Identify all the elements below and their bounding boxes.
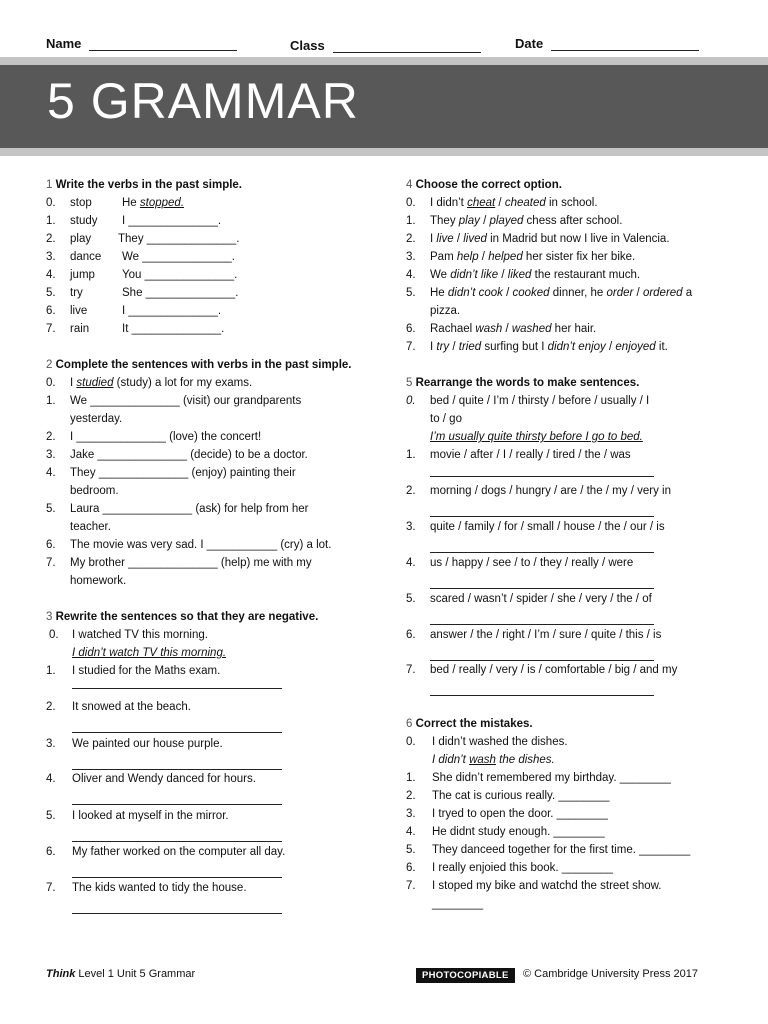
answer-line[interactable] bbox=[72, 865, 282, 878]
option-word[interactable]: helped bbox=[488, 251, 523, 263]
exercise-6-item[interactable]: 2. The cat is curious really. ________ bbox=[406, 790, 610, 802]
name-field[interactable] bbox=[46, 36, 237, 51]
name-line[interactable] bbox=[89, 38, 237, 51]
exercise-1 bbox=[46, 176, 366, 338]
answer-line[interactable] bbox=[72, 720, 282, 733]
name-label: Name bbox=[46, 36, 82, 51]
exercise-2-item[interactable]: 4. They ______________ (enjoy) painting their bedroom. bbox=[46, 467, 296, 497]
right-column bbox=[406, 176, 726, 913]
exercise-3-title: 3 Rewrite the sentences so that they are negative. bbox=[46, 611, 319, 623]
exercise-5-item[interactable]: 6. answer / the / right / I’m / sure / quite / this / is bbox=[406, 626, 726, 661]
left-column bbox=[46, 176, 366, 915]
answer-line[interactable] bbox=[430, 612, 654, 625]
exercise-3-item[interactable]: 5. I looked at myself in the mirror. bbox=[46, 807, 366, 843]
option-word[interactable]: played bbox=[489, 215, 524, 227]
exercise-6-item[interactable]: 7. I stoped my bike and watchd the street show. ________ bbox=[406, 877, 726, 913]
exercise-3-item[interactable]: 1. I studied for the Maths exam. bbox=[46, 662, 366, 698]
exercise-5-title: 5 Rearrange the words to make sentences. bbox=[406, 377, 640, 389]
exercise-3-item[interactable]: 4. Oliver and Wendy danced for hours. bbox=[46, 770, 366, 807]
answer-line[interactable] bbox=[72, 829, 282, 842]
answer-line[interactable] bbox=[430, 576, 654, 589]
copyright-notice: © Cambridge University Press 2017 bbox=[523, 968, 699, 980]
date-line[interactable] bbox=[551, 38, 699, 51]
option-word[interactable]: live bbox=[436, 233, 454, 245]
answer-blank[interactable]: ________ bbox=[432, 898, 484, 910]
exercise-4-items bbox=[406, 194, 726, 356]
class-line[interactable] bbox=[333, 40, 481, 53]
exercise-4-item: 0. I didn’t cheat / cheated in school. bbox=[406, 197, 598, 209]
option-word[interactable]: washed bbox=[511, 323, 552, 335]
exercise-3-item[interactable]: 3. We painted our house purple. bbox=[46, 735, 366, 770]
exercise-2-item[interactable]: 6. The movie was very sad. I ___________ (cry) a lot. bbox=[46, 539, 332, 551]
exercise-1-item[interactable]: 7. rain It ______________. bbox=[46, 323, 225, 335]
exercise-4 bbox=[406, 176, 726, 356]
answer-line[interactable] bbox=[430, 464, 654, 477]
exercise-4-item[interactable]: 4. We didn’t like / liked the restaurant much. bbox=[406, 269, 641, 281]
exercise-5-item[interactable]: 3. quite / family / for / small / house / the / our / is bbox=[406, 518, 726, 554]
answer-line[interactable] bbox=[430, 648, 654, 661]
exercise-2-item: 0. I studied (study) a lot for my exams. bbox=[46, 377, 253, 389]
option-word[interactable]: didn’t enjoy bbox=[547, 341, 606, 353]
exercise-6 bbox=[406, 715, 726, 913]
exercise-5-item[interactable]: 5. scared / wasn’t / spider / she / very / the / of bbox=[406, 590, 726, 626]
example-answer: I didn’t wash the dishes. bbox=[432, 754, 555, 766]
exercise-1-item[interactable]: 6. live I ______________. bbox=[46, 305, 222, 317]
page-title: 5 GRAMMAR bbox=[47, 73, 359, 129]
exercise-5-item[interactable]: 7. bed / really / very / is / comfortable / big / and my bbox=[406, 661, 726, 697]
option-word[interactable]: tried bbox=[458, 341, 482, 353]
footer-book-info: Think Level 1 Unit 5 Grammar bbox=[46, 968, 196, 980]
exercise-2-title: 2 Complete the sentences with verbs in the past simple. bbox=[46, 359, 352, 371]
option-word[interactable]: cheat bbox=[467, 197, 496, 209]
exercise-4-item[interactable]: 5. He didn’t cook / cooked dinner, he order / ordered a pizza. bbox=[406, 287, 693, 317]
answer-line[interactable] bbox=[430, 683, 654, 696]
option-word[interactable]: order bbox=[606, 287, 634, 299]
exercise-2-item[interactable]: 3. Jake ______________ (decide) to be a doctor. bbox=[46, 449, 308, 461]
example-answer: I’m usually quite thirsty before I go to bed. bbox=[430, 431, 643, 443]
answer-line[interactable] bbox=[430, 540, 654, 553]
photocopiable-badge: PHOTOCOPIABLE bbox=[416, 968, 515, 983]
exercise-1-item[interactable]: 3. dance We ______________. bbox=[46, 251, 235, 263]
option-word[interactable]: wash bbox=[475, 323, 503, 335]
exercise-5-item[interactable]: 2. morning / dogs / hungry / are / the / my / very in bbox=[406, 482, 726, 518]
date-label: Date bbox=[515, 36, 544, 51]
exercise-3-item[interactable]: 6. My father worked on the computer all day. bbox=[46, 843, 366, 879]
exercise-4-title: 4 Choose the correct option. bbox=[406, 179, 562, 191]
exercise-3-item: 0. I watched TV this morning. I didn’t watch TV this morning. bbox=[46, 626, 366, 662]
exercise-4-item[interactable]: 3. Pam help / helped her sister fix her bike. bbox=[406, 251, 636, 263]
exercise-4-item[interactable]: 6. Rachael wash / washed her hair. bbox=[406, 323, 597, 335]
option-word[interactable]: didn’t cook bbox=[447, 287, 503, 299]
option-word[interactable]: ordered bbox=[642, 287, 683, 299]
example-answer: I didn’t watch TV this morning. bbox=[72, 647, 227, 659]
exercise-2-item[interactable]: 1. We ______________ (visit) our grandparents yesterday. bbox=[46, 395, 302, 425]
exercise-1-item[interactable]: 1. study I ______________. bbox=[46, 215, 222, 227]
exercise-6-item[interactable]: 4. He didnt study enough. ________ bbox=[406, 826, 605, 838]
exercise-6-item[interactable]: 6. I really enjoied this book. ________ bbox=[406, 862, 613, 874]
exercise-1-item[interactable]: 4. jump You ______________. bbox=[46, 269, 238, 281]
exercise-5-item[interactable]: 4. us / happy / see / to / they / really / were bbox=[406, 554, 726, 590]
class-label: Class bbox=[290, 38, 325, 53]
answer-line[interactable] bbox=[430, 504, 654, 517]
exercise-3-item[interactable]: 7. The kids wanted to tidy the house. bbox=[46, 879, 366, 915]
exercise-1-item[interactable]: 2. play They ______________. bbox=[46, 233, 240, 245]
answer-line[interactable] bbox=[72, 901, 282, 914]
exercise-2-item[interactable]: 7. My brother ______________ (help) me with my homework. bbox=[46, 557, 312, 587]
option-word[interactable]: try bbox=[436, 341, 450, 353]
exercise-4-item[interactable]: 2. I live / lived in Madrid but now I live in Valencia. bbox=[406, 233, 670, 245]
exercise-3 bbox=[46, 608, 366, 915]
answer-line[interactable] bbox=[72, 757, 282, 770]
option-word[interactable]: enjoyed bbox=[615, 341, 656, 353]
title-band-top bbox=[0, 57, 768, 65]
option-word[interactable]: didn’t like bbox=[450, 269, 499, 281]
title-band-bottom bbox=[0, 148, 768, 156]
class-field[interactable] bbox=[290, 38, 481, 53]
option-word[interactable]: help bbox=[456, 251, 479, 263]
option-word[interactable]: liked bbox=[507, 269, 532, 281]
exercise-4-item[interactable]: 1. They play / played chess after school. bbox=[406, 215, 623, 227]
exercise-5 bbox=[406, 374, 726, 697]
exercise-2-item[interactable]: 2. I ______________ (love) the concert! bbox=[46, 431, 262, 443]
exercise-1-item: 0. stop He stopped. bbox=[46, 197, 185, 209]
exercise-5-item[interactable]: 1. movie / after / I / really / tired / the / was bbox=[406, 446, 726, 482]
example-answer: studied bbox=[76, 377, 114, 389]
exercise-6-title: 6 Correct the mistakes. bbox=[406, 718, 533, 730]
answer-line[interactable] bbox=[72, 792, 282, 805]
option-word[interactable]: cooked bbox=[512, 287, 550, 299]
exercise-6-item[interactable]: 1. She didn’t remembered my birthday. ________ bbox=[406, 772, 671, 784]
exercise-3-item[interactable]: 2. It snowed at the beach. bbox=[46, 698, 366, 735]
exercise-6-item: 0. I didn’t washed the dishes. I didn’t wash the dishes. bbox=[406, 733, 726, 769]
date-field[interactable] bbox=[515, 36, 699, 51]
option-word[interactable]: cheated bbox=[504, 197, 546, 209]
exercise-5-item: 0. bed / quite / I’m / thirsty / before / usually / I to / go I’m usually quite thirsty before I go to bed. bbox=[406, 392, 726, 446]
option-word[interactable]: play bbox=[458, 215, 480, 227]
exercise-6-item[interactable]: 3. I tryed to open the door. ________ bbox=[406, 808, 608, 820]
exercise-1-title: 1 Write the verbs in the past simple. bbox=[46, 179, 243, 191]
option-word[interactable]: lived bbox=[463, 233, 487, 245]
exercise-2-item[interactable]: 5. Laura ______________ (ask) for help from her teacher. bbox=[46, 503, 309, 533]
exercise-6-item[interactable]: 5. They danceed together for the first time. ________ bbox=[406, 844, 691, 856]
exercise-2 bbox=[46, 356, 366, 590]
exercise-1-item[interactable]: 5. try She ______________. bbox=[46, 287, 239, 299]
example-answer: stopped. bbox=[139, 197, 185, 209]
exercise-4-item[interactable]: 7. I try / tried surfing but I didn’t enjoy / enjoyed it. bbox=[406, 341, 668, 353]
